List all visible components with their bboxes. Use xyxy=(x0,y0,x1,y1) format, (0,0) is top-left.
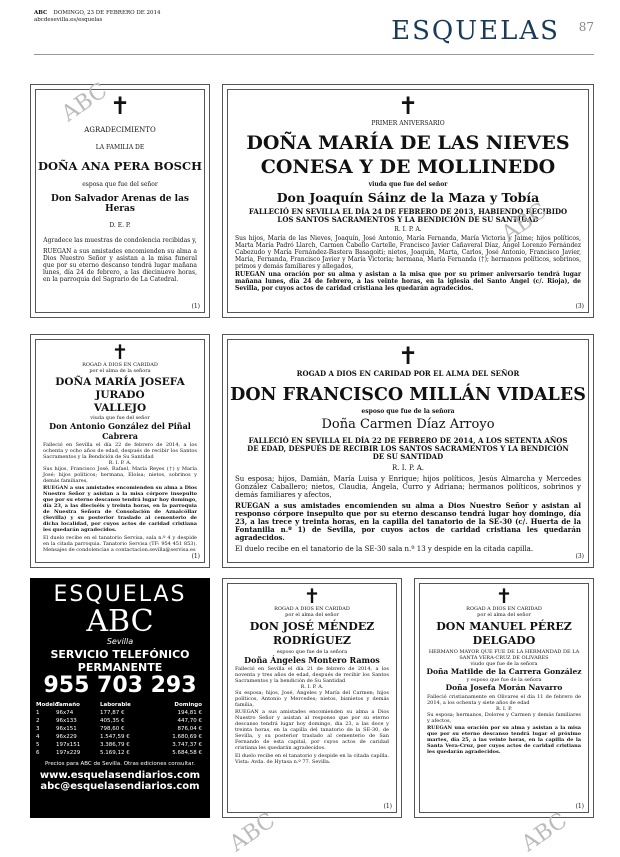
spouse-name: Doña Carmen Díaz Arroyo xyxy=(321,417,495,432)
death-text: Falleció en Sevilla el día 22 de febrero de 2014, a los ochenta y ocho años de edad, después de recibir los Santos Sacramentos y la Bendición de Su Santidad xyxy=(43,442,197,460)
obituary-jose-mendez xyxy=(222,578,402,818)
row-sunday: 1.680,69 € xyxy=(172,734,202,740)
row-size: 96x229 xyxy=(56,734,77,740)
row-weekday: 5.169,12 € xyxy=(100,750,130,756)
ad-service: SERVICIO TELEFÓNICO xyxy=(50,648,190,661)
notice-number: (1) xyxy=(383,803,392,810)
family-text: Sus hijos, Francisco José, Rafael, María Reyes (†) y María José; hijos políticos; hermana, Eloísa; nietos, sobrinos y demás familiares, xyxy=(43,466,197,484)
section-title: ESQUELAS xyxy=(391,16,560,46)
relation-text: viuda que fue del señor xyxy=(368,181,448,188)
publication-name: ABC xyxy=(34,10,48,16)
col-size: Tamaño xyxy=(56,702,80,708)
row-weekday: 798,60 € xyxy=(100,726,125,732)
family-text: Sus hijos, María de las Nieves, Joaquín, José Antonio, María Fernanda, María Victoria y Jaime; hijos políticos, Marta María Padró Llarch, Carmen Cabello Cartelle, Francisco Javier Cañaveral Díaz, Ángel Lorenzo Fernández Cabezudo y María Fernández-Bastera Basagoiti; nietos, Joaquín, Marta, Carlos, José Antonio, Francisco Javier, María, Fernanda, Francisco Javier y María Victoria; hermana, María Fernanda (†); hermanos políticos, sobrinos, primos y demás familiares y allegados, xyxy=(235,235,581,270)
death-text: FALLECIÓ EN SEVILLA EL DÍA 22 DE FEBRERO DE 2014, A LOS SETENTA AÑOS DE EDAD, DESPUÉS DE RECIBIR LOS SANTOS SACRAMENTOS Y LA BENDICIÓN DE SU SANTIDAD xyxy=(247,436,569,461)
ad-note: Precios para ABC de Sevilla. Otras ediciones consultar. xyxy=(44,761,196,767)
brotherhood-text: HERMANO MAYOR QUE FUE DE LA HERMANDAD DE LA SANTA VERA-CRUZ DE OLIVARES xyxy=(428,649,580,661)
relation-text: esposa que fue del señor xyxy=(82,181,158,188)
deceased-name: DON FRANCISCO MILLÁN VIDALES xyxy=(230,385,586,405)
cross-icon: ✝ xyxy=(111,340,129,364)
family-text: Su esposa; hijos, José, Ángeles y María del Carmen; hijos políticos, Antonio y Mercedes; nietos, bisnietos y demás familia, xyxy=(235,690,389,708)
notice-subheading: por el alma del señor xyxy=(477,612,531,618)
family-text: Su esposa; hermanos, Dolores y Carmen y demás familiares y afectos, xyxy=(427,712,581,724)
notice-body: RUEGAN a sus amistades encomienden su alma a Dios Nuestro Señor y asistan a la misa córpore insepulto que por su eterno descanso tendrá lugar hoy domingo, día 23, a las dieciséis y treinta horas, en la parroquia de Nuestra Señora de Consolación de Aznalcóllar (Sevilla) y su posterior traslado al cementerio de dicha localidad, por cuyos actos de caridad cristiana les quedarán agradecidos. xyxy=(43,485,197,533)
notice-subheading: por el alma del señor xyxy=(285,612,339,618)
row-model: 6 xyxy=(36,750,40,756)
cross-icon: ✝ xyxy=(303,584,321,608)
publication-url: abcdesevilla.es/esquelas xyxy=(34,17,103,23)
row-weekday: 1.547,59 € xyxy=(100,734,130,740)
notice-number: (1) xyxy=(575,803,584,810)
watermark: ABC xyxy=(517,808,573,857)
row-model: 1 xyxy=(36,710,40,716)
notice-body: RUEGAN a sus amistades encomienden su alma a Dios Nuestro Señor y asistan a la misa funeral que por su eterno descanso tendrá lugar mañana lunes, día 24 de febrero, a las diecinueve horas, en la parroquia del Sagrario de La Catedral. xyxy=(43,248,197,283)
price-row xyxy=(36,741,204,749)
death-text: FALLECIÓ EN SEVILLA EL DÍA 24 DE FEBRERO DE 2013, HABIENDO RECIBIDO LOS SANTOS SACRAMENTOS Y LA BENDICIÓN DE SU SANTIDAD xyxy=(248,207,568,224)
row-weekday: 177,87 € xyxy=(100,710,125,716)
page-number: 87 xyxy=(578,20,594,34)
header-divider xyxy=(34,54,594,55)
price-row xyxy=(36,733,204,741)
relation-text: esposo que fue de la señora xyxy=(276,649,348,655)
row-model: 2 xyxy=(36,718,40,724)
deceased-name-line2: CONESA Y DE MOLLINEDO xyxy=(260,156,556,178)
duel-text: El duelo recibe en el tanatorio Servisa, sala n.º 4 y despide en la citada parroquia. Tanatorio Servisa (TF: 954 451 853). Mensajes de condolencias a contactacion.sevilla@servisa.es xyxy=(43,535,197,553)
rip-text: R. I. P. xyxy=(495,706,513,712)
deceased-name-line1: DOÑA MARÍA DE LAS NIEVES xyxy=(246,132,570,154)
rip-text: R. I. P. A. xyxy=(300,684,324,690)
cross-icon: ✝ xyxy=(397,92,419,120)
row-weekday: 3.386,79 € xyxy=(100,742,130,748)
row-model: 3 xyxy=(36,726,40,732)
watermark: ABC xyxy=(497,198,553,247)
ad-website-link[interactable]: www.esquelasendiarios.com xyxy=(39,770,201,781)
notice-intro: LA FAMILIA DE xyxy=(95,144,145,151)
publication-date: DOMINGO, 23 DE FEBRERO DE 2014 xyxy=(53,10,161,16)
price-row xyxy=(36,749,204,757)
notice-body: RUEGAN a sus amistades encomienden su alma a Dios Nuestro Señor y asistan al responso que por su eterno descanso tendrá lugar hoy domingo, día 23, a las doce y treinta horas, en la capilla del tanatorio de la SE-30, de Sevilla, y su posterior traslado al cementerio de San Fernando de esta capital, por cuyos actos de caridad cristiana les quedarán agradecidos. xyxy=(235,709,389,751)
ad-title: ESQUELAS xyxy=(53,582,187,607)
watermark: ABC xyxy=(225,808,281,857)
spouse-name: Doña Ángeles Montero Ramos xyxy=(244,655,380,665)
price-row xyxy=(36,725,204,733)
notice-number: (1) xyxy=(191,553,200,560)
price-table-header xyxy=(36,701,204,709)
ad-email-link[interactable]: abc@esquelasendiarios.com xyxy=(40,781,200,792)
row-sunday: 194,81 € xyxy=(177,710,202,716)
notice-heading: ROGAD A DIOS EN CARIDAD xyxy=(82,362,158,368)
notice-number: (1) xyxy=(191,303,200,310)
rip-text: R. I. P. A. xyxy=(108,460,132,466)
notice-subheading: por el alma de la señora xyxy=(89,368,151,374)
row-model: 5 xyxy=(36,742,40,748)
spouse-name: Don Salvador Arenas de las Heras xyxy=(51,194,189,214)
notice-heading: ROGAD A DIOS EN CARIDAD POR EL ALMA DEL SEÑOR xyxy=(296,369,520,378)
ad-logo: ABC xyxy=(86,604,154,639)
notice-heading: PRIMER ANIVERSARIO xyxy=(371,120,445,127)
row-sunday: 876,04 € xyxy=(177,726,202,732)
cross-icon: ✝ xyxy=(397,342,419,370)
row-size: 197x151 xyxy=(56,742,81,748)
thanks-text: Agradece las muestras de condolencia recibidas y, xyxy=(43,237,197,244)
spouse-name: Don Joaquín Sáinz de la Maza y Tobía xyxy=(276,190,540,205)
price-table xyxy=(36,701,204,757)
rip-text: R. I. P. A. xyxy=(394,226,422,233)
col-weekday: Laborable xyxy=(100,702,131,708)
deceased-name-line1: DOÑA MARÍA JOSEFA JURADO xyxy=(55,376,185,401)
obituary-maria-josefa xyxy=(30,334,210,568)
row-sunday: 447,70 € xyxy=(177,718,202,724)
deceased-name-line1: DON JOSÉ MÉNDEZ xyxy=(249,620,375,633)
notice-body: RUEGAN una oración por su alma y asistan a la misa que por su primer aniversario tendrá lugar mañana lunes, día 24 de febrero, a las veinte horas, en la iglesia del Santo Ángel (c/. Rioja), de Sevilla, por cuyos actos de caridad cristiana les quedarán agradecidos. xyxy=(235,271,581,292)
obituary-francisco-millan xyxy=(222,334,594,568)
obituary-ana-pera xyxy=(30,84,210,318)
ad-permanent: PERMANENTE xyxy=(77,661,163,674)
family-text: Su esposa; hijos, Damián, María Luisa y Enrique; hijos políticos, Jesús Almarcha y Mercedes González Caballero; nietos, Claudia, Ángela, Curro y Adriana; hermanos políticos, sobrinos y demás familiares y afectos, xyxy=(235,475,581,499)
row-size: 96x74 xyxy=(56,710,74,716)
obituary-manuel-perez xyxy=(414,578,594,818)
row-size: 96x151 xyxy=(56,726,77,732)
col-sunday: Domingo xyxy=(174,702,202,708)
death-text: Falleció en Sevilla el día 21 de febrero de 2014, a los noventa y tres años de edad, después de recibir los Santos Sacramentos y la bendición de Su Santidad xyxy=(235,666,389,684)
row-weekday: 405,35 € xyxy=(100,718,125,724)
dep-text: D. E. P. xyxy=(109,222,131,229)
relation-text-2: y esposo que fue de la señora xyxy=(466,677,542,683)
notice-body: RUEGAN a sus amistades encomienden su alma a Dios Nuestro Señor y asistan al responso córpore insepulto que por su eterno descanso tendrá lugar hoy domingo, día 23, a las trece y treinta horas, en la capilla del tanatorio de la SE-30 (c/. Huerta de la Fontanilla n.º 1) de Sevilla, por cuyos actos de caridad cristiana les quedarán agradecidos. xyxy=(235,501,581,542)
notice-heading: AGRADECIMIENTO xyxy=(84,126,156,134)
deceased-name-line2: DELGADO xyxy=(472,634,536,647)
duel-text: El duelo recibe en el tanatorio y despide en la citada capilla. Vista: Avda. de Hytasa n.º 77. Sevilla. xyxy=(235,753,389,765)
watermark: ABC xyxy=(57,78,113,127)
row-model: 4 xyxy=(36,734,40,740)
page-header xyxy=(34,10,594,66)
relation-text: viuda que fue del señor xyxy=(90,415,150,421)
deceased-name: DOÑA ANA PERA BOSCH xyxy=(38,159,202,173)
notice-heading: ROGAD A DIOS EN CARIDAD xyxy=(274,606,350,612)
notice-heading: ROGAD A DIOS EN CARIDAD xyxy=(466,606,542,612)
deceased-name-line1: DON MANUEL PÉREZ xyxy=(436,620,572,633)
relation-text: esposo que fue de la señora xyxy=(361,408,455,415)
relation-text-1: viudo que fue de la señora xyxy=(470,661,538,667)
death-text: Falleció cristianamente en Olivares el día 11 de febrero de 2014, a los ochenta y siete años de edad xyxy=(427,694,581,706)
col-model: Modelo xyxy=(36,702,59,708)
cross-icon: ✝ xyxy=(109,92,131,120)
row-sunday: 3.747,37 € xyxy=(172,742,202,748)
rip-text: R. I. P. A. xyxy=(392,464,424,472)
price-row xyxy=(36,717,204,725)
row-sunday: 5.684,58 € xyxy=(172,750,202,756)
deceased-name-line2: VALLEJO xyxy=(93,402,147,414)
spouse-name-2: Doña Josefa Morán Navarro xyxy=(445,683,563,692)
deceased-name-line2: RODRÍGUEZ xyxy=(273,634,351,647)
price-row xyxy=(36,709,204,717)
publication-info xyxy=(34,10,161,24)
notice-body: RUEGAN una oración por su alma y asistan a la misa que por su eterno descanso tendrá lugar el próximo martes, día 25, a las veinte horas, en la capilla de la Santa Vera-Cruz, por cuyos actos de caridad cristiana les quedarán agradecidos. xyxy=(427,725,581,755)
ad-phone: 955 703 293 xyxy=(43,673,197,698)
spouse-name-1: Doña Matilde de la Carrera González xyxy=(426,667,582,676)
notice-number: (3) xyxy=(575,553,584,560)
row-size: 197x229 xyxy=(56,750,81,756)
row-size: 96x133 xyxy=(56,718,77,724)
duel-text: El duelo recibe en el tanatorio de la SE-30 sala n.º 13 y despide en la citada capilla. xyxy=(235,545,534,553)
cross-icon: ✝ xyxy=(495,584,513,608)
notice-number: (3) xyxy=(575,303,584,310)
spouse-name: Don Antonio González del Piñal Cabrera xyxy=(49,421,191,441)
ad-edition: Sevilla xyxy=(106,637,134,646)
abc-ad xyxy=(30,578,210,818)
